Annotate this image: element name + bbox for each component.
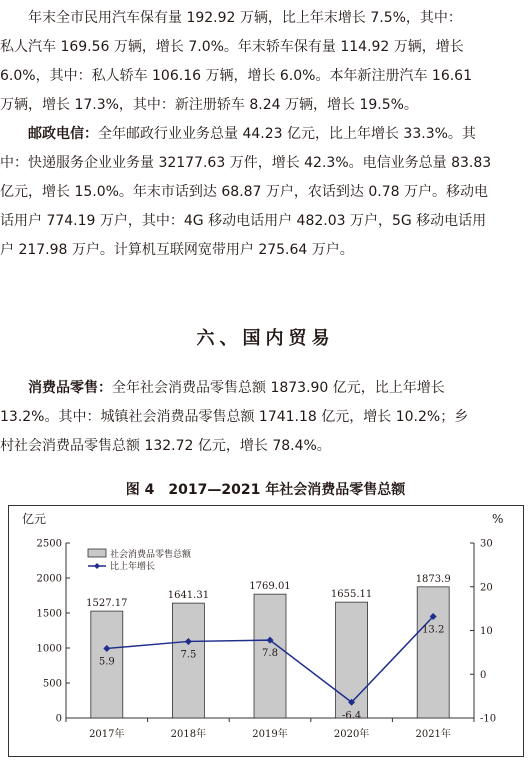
left-tick-label: 500 xyxy=(42,678,62,690)
left-tick-label: 1500 xyxy=(36,608,62,620)
text-segment: 全年邮政行业业务总量 44.23 亿元，比上年增长 33.3%。其 xyxy=(98,126,476,142)
bar-value-label: 1769.01 xyxy=(249,581,291,593)
left-tick-label: 0 xyxy=(55,713,62,725)
growth-value-label: 13.2 xyxy=(422,624,445,636)
section-heading: 六、国内贸易 xyxy=(196,328,335,349)
text-segment: 全年社会消费品零售总额 1873.90 亿元，比上年增长 xyxy=(112,380,445,396)
bar-value-label: 1641.31 xyxy=(167,590,210,602)
x-tick-label: 2021年 xyxy=(415,729,451,740)
right-tick-label: 30 xyxy=(480,538,493,550)
text-line: 中：快递服务企业业务量 32177.63 万件，增长 42.3%。电信业务总量 83.83 xyxy=(0,155,492,171)
legend-line-label: 比上年增长 xyxy=(110,562,156,572)
legend-bar-swatch xyxy=(88,549,106,557)
x-tick-label: 2019年 xyxy=(252,729,288,740)
text-line: 6.0%，其中：私人轿车 106.16 万辆，增长 6.0%。本年新注册汽车 16.61 xyxy=(0,68,472,84)
text-line: 亿元，增长 15.0%。年末市话到达 68.87 万户，农话到达 0.78 万户。移动电 xyxy=(0,184,488,200)
text-line: 年末全市民用汽车保有量 192.92 万辆，比上年末增长 7.5%，其中： xyxy=(28,10,462,26)
right-tick-label: 0 xyxy=(480,669,487,681)
text-line: 万辆，增长 17.3%，其中：新注册轿车 8.24 万辆，增长 19.5%。 xyxy=(0,97,418,113)
x-tick-label: 2017年 xyxy=(89,729,125,740)
right-tick-label: 20 xyxy=(480,582,493,594)
bar-value-label: 1873.9 xyxy=(415,573,451,585)
left-tick-label: 1000 xyxy=(36,643,62,655)
right-tick-label: 10 xyxy=(480,626,493,637)
text-line xyxy=(0,120,531,149)
left-axis-unit: 亿元 xyxy=(22,512,47,526)
vehicle-paragraph xyxy=(0,4,531,120)
legend-line-marker xyxy=(94,563,100,569)
paragraph-lead: 消费品零售： xyxy=(28,380,112,396)
growth-value-label: 7.8 xyxy=(262,648,278,660)
left-tick-label: 2500 xyxy=(36,538,62,550)
text-line: 村社会消费品零售总额 132.72 亿元，增长 78.4%。 xyxy=(0,438,331,454)
text-line: 户 217.98 万户。计算机互联网宽带用户 275.64 万户。 xyxy=(0,242,354,258)
growth-value-label: 7.5 xyxy=(180,649,197,661)
bar-value-label: 1655.11 xyxy=(330,589,373,601)
chart-svg xyxy=(8,505,524,757)
text-line: 话用户 774.19 万户，其中：4G 移动电话用户 482.03 万户，5G 移动电话用 xyxy=(0,213,487,229)
right-axis-unit: % xyxy=(492,512,504,526)
paragraph-lead: 邮政电信： xyxy=(28,126,98,142)
growth-value-label: 5.9 xyxy=(98,656,115,668)
x-tick-label: 2018年 xyxy=(170,729,207,740)
text-line: 13.2%。其中：城镇社会消费品零售总额 1741.18 亿元，增长 10.2%；乡 xyxy=(0,409,469,425)
bar xyxy=(417,587,449,718)
right-tick-label: -10 xyxy=(480,713,497,725)
legend-bar-label: 社会消费品零售总额 xyxy=(110,550,192,560)
x-tick-label: 2020年 xyxy=(333,729,370,740)
figure-title: 图 4 2017—2021 年社会消费品零售总额 xyxy=(125,482,406,498)
postal-telecom-paragraph xyxy=(0,120,531,265)
text-line: 私人汽车 169.56 万辆，增长 7.0%。年末轿车保有量 114.92 万辆，增长 xyxy=(0,39,464,55)
growth-value-label: -6.4 xyxy=(341,710,362,722)
bar-value-label: 1527.17 xyxy=(86,598,128,610)
left-tick-label: 2000 xyxy=(36,573,62,585)
bar xyxy=(172,603,204,718)
retail-paragraph xyxy=(0,374,531,461)
retail-sales-chart xyxy=(8,505,524,757)
text-line xyxy=(0,374,531,403)
